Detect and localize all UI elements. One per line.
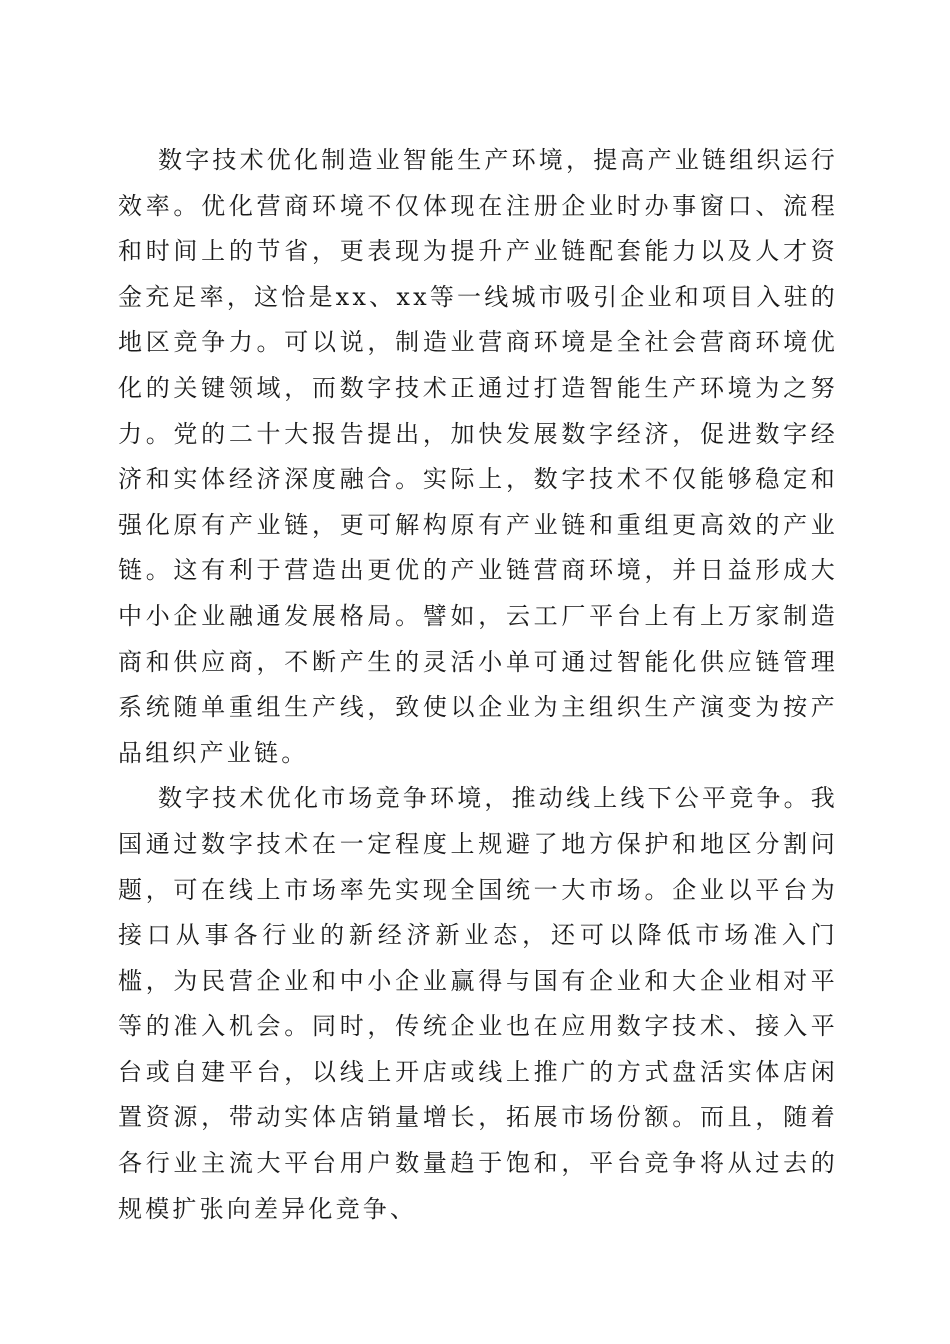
paragraph-manufacturing-environment: 数字技术优化制造业智能生产环境，提高产业链组织运行效率。优化营商环境不仅体现在注册企业时办事窗口、流程和时间上的节省，更表现为提升产业链配套能力以及人才资金充足率，这恰是xx、xx等一线城市吸引企业和项目入驻的地区竞争力。可以说，制造业营商环境是全社会营商环境优化的关键领域，而数字技术正通过打造智能生产环境为之努力。党的二十大报告提出，加快发展数字经济，促进数字经济和实体经济深度融合。实际上，数字技术不仅能够稳定和强化原有产业链，更可解构原有产业链和重组更高效的产业链。这有利于营造出更优的产业链营商环境，并日益形成大中小企业融通发展格局。譬如，云工厂平台上有上万家制造商和供应商，不断产生的灵活小单可通过智能化供应链管理系统随单重组生产线，致使以企业为主组织生产演变为按产品组织产业链。 xyxy=(118,146,838,767)
paragraph-market-competition: 数字技术优化市场竞争环境，推动线上线下公平竞争。我国通过数字技术在一定程度上规避了地方保护和地区分割问题，可在线上市场率先实现全国统一大市场。企业以平台为接口从事各行业的新经济新业态，还可以降低市场准入门槛，为民营企业和中小企业赢得与国有企业和大企业相对平等的准入机会。同时，传统企业也在应用数字技术、接入平台或自建平台，以线上开店或线上推广的方式盘活实体店闲置资源，带动实体店销量增长，拓展市场份额。而且，随着各行业主流大平台用户数量趋于饱和，平台竞争将从过去的规模扩张向差异化竞争、 xyxy=(118,784,838,1223)
document-body xyxy=(118,138,838,1232)
